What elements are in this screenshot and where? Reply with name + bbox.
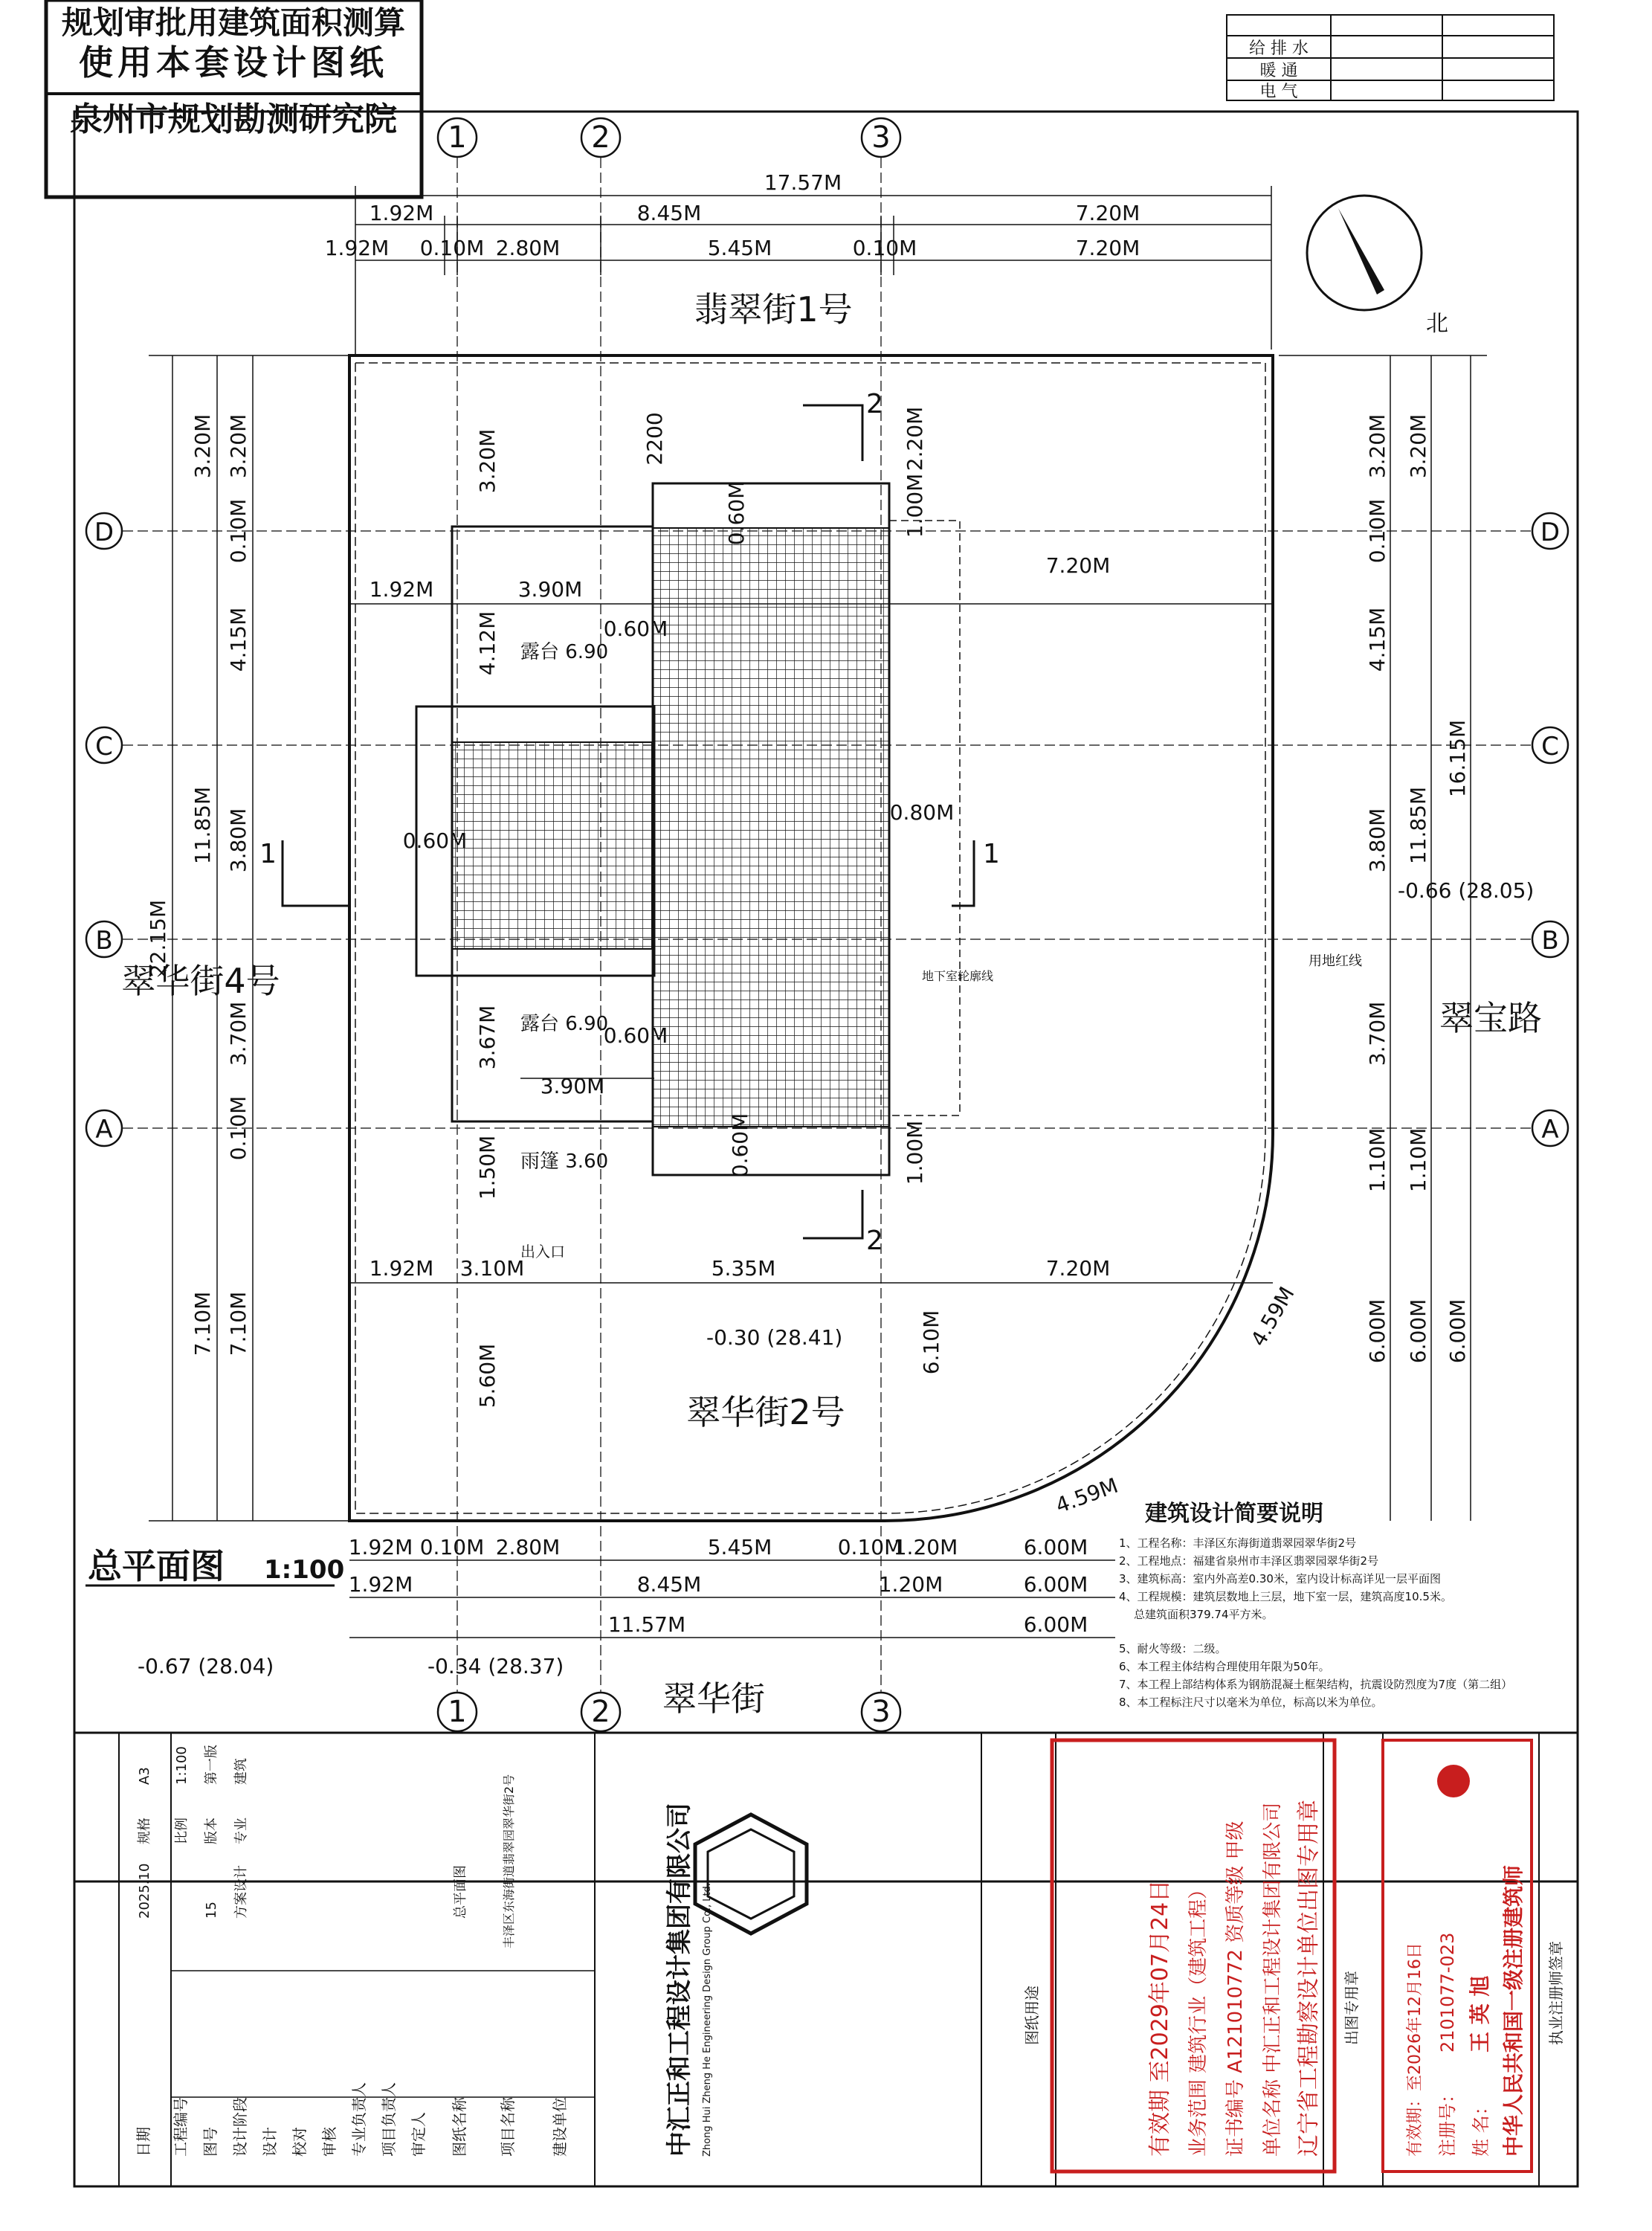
dim-left-outer: 22.15M (146, 899, 170, 978)
dim-int-d: 4.12M (475, 611, 500, 676)
dim-left-s1b: 3.20M (226, 413, 251, 479)
dim-bot-j: 1.20M (878, 1572, 943, 1597)
dim-int-f: 3.20M (475, 428, 500, 494)
dim-int-k: 3.90M (540, 1074, 605, 1098)
dim-bot-f: 1.20M (893, 1535, 958, 1559)
company-name: 中汇正和工程设计集团有限公司 (665, 1803, 694, 2157)
dim-right-outer: 16.15M (1445, 719, 1470, 798)
dim-int-t: 4.59M (1052, 1472, 1122, 1519)
dim-int-s: 4.59M (1245, 1282, 1300, 1350)
dim-right-s7b: 6.00M (1406, 1298, 1430, 1364)
dim-int-u: 2200 (642, 412, 667, 466)
section-2-top: 2 (866, 389, 883, 419)
tb-val-specialty: 建筑 (233, 1758, 249, 1785)
street-east: 翠宝路 (1439, 998, 1542, 1038)
wing-roof-hatch (452, 742, 653, 949)
dim-top-h: 0.10M (852, 236, 917, 260)
tb-meta-specialty: 专业 (233, 1818, 249, 1844)
tb-label-date: 日期 (135, 2127, 152, 2157)
elev-canopy: 雨篷 3.60 (520, 1150, 609, 1173)
dim-top-f: 2.80M (495, 236, 561, 260)
dim-int-n: 3.10M (459, 1256, 525, 1281)
axis-3-bottom: 3 (871, 1695, 891, 1729)
seal-line-3: 证书编号 A121010772 资质等级 甲级 (1225, 1820, 1247, 2157)
dim-bot-k: 6.00M (1023, 1572, 1088, 1597)
architect-name: 王 英 旭 (1468, 1975, 1492, 2053)
tb-val-drawing: 总平面图 (453, 1865, 468, 1919)
elev-terrace-lower: 露台 6.90 (520, 1013, 609, 1035)
elev-south-inner: -0.30 (28.41) (706, 1325, 843, 1350)
dim-left-s1: 3.20M (190, 413, 215, 479)
dim-int-r: 6.10M (919, 1310, 943, 1375)
side-label-usage: 图纸用途 (1023, 1986, 1041, 2045)
label-redline: 用地红线 (1309, 953, 1362, 969)
company-name-en: Zhong Hui Zheng He Engineering Design Group Co., Ltd. (702, 1883, 713, 2157)
dim-top-d: 1.92M (324, 236, 390, 260)
note-7: 6、本工程主体结构合理使用年限为50年。 (1119, 1660, 1330, 1673)
tb-label-design: 设计 (261, 2127, 279, 2157)
dim-right-s3: 4.15M (1365, 607, 1390, 672)
dim-right-s1: 3.20M (1365, 413, 1390, 479)
dim-int-v: 2.20M (903, 406, 927, 471)
axis-C-left: C (95, 732, 113, 762)
architect-reg-label: 注册号： (1437, 2085, 1458, 2157)
stamp-line-1: 规划审批用建筑面积测算 (61, 4, 406, 41)
note-2: 2、工程地点：福建省泉州市丰泽区翡翠园翠华街2号 (1119, 1554, 1379, 1568)
dim-left-s7: 7.10M (190, 1291, 215, 1356)
dim-left-s5: 3.70M (226, 1001, 251, 1066)
axis-1-top: 1 (448, 120, 467, 155)
note-5: 总建筑面积379.74平方米。 (1134, 1608, 1274, 1621)
stamp-line-2: 使用本套设计图纸 (79, 42, 388, 83)
discipline-table (1227, 15, 1554, 101)
dim-top-i: 7.20M (1075, 236, 1140, 260)
dim-bot-d: 5.45M (707, 1535, 772, 1559)
street-south: 翠华街 (662, 1678, 765, 1719)
side-label-exec: 执业注册师签章 (1547, 1941, 1565, 2045)
axis-2-top: 2 (591, 120, 610, 155)
dim-top-a: 1.92M (369, 201, 434, 225)
tb-val-scale: 1:100 (174, 1746, 190, 1785)
axis-B-left: B (95, 926, 113, 956)
architect-valid: 有效期：至2026年12月16日 (1406, 1942, 1424, 2157)
dim-right-s1b: 3.20M (1406, 413, 1430, 479)
axis-B-right: B (1541, 926, 1559, 956)
dim-top-g: 5.45M (707, 236, 772, 260)
dim-top-b: 8.45M (636, 201, 702, 225)
notes-title: 建筑设计简要说明 (1145, 1501, 1323, 1527)
dim-int-o: 5.35M (711, 1256, 776, 1281)
dim-int-p: 7.20M (1045, 1256, 1111, 1281)
north-label: 北 (1426, 311, 1448, 337)
plan-scale: 1:100 (264, 1555, 345, 1585)
dim-bot-c: 2.80M (495, 1535, 561, 1559)
axis-A-left: A (95, 1115, 113, 1145)
dim-int-g: 0.60M (402, 828, 468, 853)
stamp-line-3: 泉州市规划勘测研究院 (70, 100, 397, 138)
tb-label-client: 建设单位 (551, 2097, 569, 2157)
street-inner-south: 翠华街2号 (686, 1392, 845, 1432)
architect-title: 中华人民共和国一级注册建筑师 (1501, 1864, 1526, 2157)
side-label-out: 出图专用章 (1343, 1971, 1361, 2045)
tb-label-approver: 审定人 (410, 2112, 427, 2157)
note-1: 1、工程名称：丰泽区东海街道翡翠园翠华街2号 (1119, 1536, 1357, 1550)
architect-reg: 2101077-023 (1437, 1932, 1458, 2053)
tb-val-date: 2025.10 (137, 1863, 152, 1919)
dim-top-total: 17.57M (764, 170, 842, 195)
dim-right-s4: 3.80M (1365, 808, 1390, 873)
axis-D-left: D (94, 518, 114, 547)
tb-label-stage: 设计阶段 (231, 2097, 249, 2157)
dim-bot-g: 6.00M (1023, 1535, 1088, 1559)
dim-right-mid: 11.85M (1406, 786, 1430, 865)
dim-right-s7: 6.00M (1365, 1298, 1390, 1364)
dim-left-s6: 0.10M (226, 1095, 251, 1161)
label-basement: 地下室轮廓线 (922, 969, 994, 983)
dim-int-x: 1.00M (903, 1120, 927, 1185)
dim-left-s3: 4.15M (226, 607, 251, 672)
dim-bot-e: 0.10M (837, 1535, 903, 1559)
section-1-right: 1 (983, 839, 1000, 869)
discipline-hvac: 暖 通 (1259, 62, 1298, 80)
dim-bot-b: 0.10M (419, 1535, 485, 1559)
dims-bottom (349, 1560, 1115, 1638)
note-4: 4、工程规模：建筑层数地上三层，地下室一层，建筑高度10.5米。 (1119, 1590, 1452, 1603)
tb-label-review: 审核 (320, 2127, 338, 2157)
dim-right-s5: 3.70M (1365, 1001, 1390, 1066)
dim-int-z: 0.60M (728, 1113, 752, 1178)
dim-right-s6: 1.10M (1365, 1127, 1390, 1193)
dim-int-c: 7.20M (1045, 553, 1111, 578)
dim-bot-l: 11.57M (607, 1612, 686, 1637)
title-block-values (137, 1745, 516, 1948)
tb-meta-version: 版本 (204, 1818, 219, 1844)
dim-right-s7c: 6.00M (1445, 1298, 1470, 1364)
seal-line-4: 业务范围 建筑行业（建筑工程） (1187, 1879, 1210, 2157)
tb-val-stage: 方案设计 (233, 1865, 249, 1919)
dim-left-s7b: 7.10M (226, 1291, 251, 1356)
elev-east: -0.66 (28.05) (1398, 878, 1535, 903)
discipline-electrical: 电 气 (1259, 83, 1298, 101)
axis-A-right: A (1541, 1115, 1559, 1145)
axis-C-right: C (1541, 732, 1559, 762)
discipline-plumbing: 给 排 水 (1249, 39, 1309, 58)
note-8: 7、本工程上部结构体系为钢筋混凝土框架结构，抗震设防烈度为7度（第二组） (1119, 1678, 1513, 1691)
label-entrance: 出入口 (520, 1243, 565, 1261)
dim-bot-m: 6.00M (1023, 1612, 1088, 1637)
section-1-left: 1 (259, 839, 277, 869)
dim-right-s2: 0.10M (1365, 498, 1390, 564)
tb-label-dwg-no: 图号 (201, 2127, 219, 2157)
tb-val-size: A3 (137, 1767, 152, 1785)
tb-label-project: 项目名称 (499, 2097, 517, 2157)
tb-val-project: 丰泽区东海街道翡翠园翠华街2号 (502, 1774, 516, 1948)
note-3: 3、建筑标高：室内外高差0.30米，室内设计标高详见一层平面图 (1119, 1572, 1441, 1585)
dim-int-q: 5.60M (475, 1343, 500, 1409)
dim-top-e: 0.10M (419, 236, 485, 260)
dim-int-y: 0.60M (724, 480, 749, 546)
axis-1-bottom: 1 (448, 1695, 467, 1729)
dim-int-j: 0.60M (603, 1023, 668, 1048)
dim-int-a: 1.92M (369, 577, 434, 602)
north-arrow (1307, 196, 1448, 337)
approval-stamp (46, 0, 422, 197)
tb-label-check: 校对 (291, 2127, 309, 2157)
tb-label-drawing: 图纸名称 (451, 2097, 468, 2157)
title-block-labels (135, 2082, 569, 2157)
note-6: 5、耐火等级：二级。 (1119, 1642, 1227, 1655)
seal-line-2: 单位名称 中汇正和工程设计集团有限公司 (1262, 1802, 1284, 2157)
street-west: 翠华街4号 (121, 961, 280, 1001)
dim-bot-h: 1.92M (348, 1572, 413, 1597)
axis-2-bottom: 2 (591, 1695, 610, 1729)
tb-meta-scale: 比例 (174, 1818, 190, 1844)
dim-int-h: 0.80M (889, 800, 955, 825)
tb-meta-size: 规格 (137, 1818, 152, 1844)
section-2-bottom: 2 (866, 1226, 883, 1256)
dim-bot-a: 1.92M (348, 1535, 413, 1559)
architect-name-label: 姓 名： (1471, 2097, 1491, 2157)
title-block (74, 1733, 1578, 2186)
seal-line-1: 辽宁省工程勘察设计单位出图专用章 (1296, 1800, 1322, 2157)
dim-int-m: 1.92M (369, 1256, 434, 1281)
tb-label-spec-lead: 专业负责人 (350, 2082, 368, 2157)
dim-int-e: 0.60M (603, 616, 668, 641)
note-9: 8、本工程标注尺寸以毫米为单位，标高以米为单位。 (1119, 1696, 1383, 1709)
dim-int-l: 1.50M (475, 1135, 500, 1200)
elev-terrace-upper: 露台 6.90 (520, 641, 609, 663)
seal-line-5: 有效期 至2029年07月24日 (1147, 1879, 1173, 2157)
dim-bot-i: 8.45M (636, 1572, 702, 1597)
design-notes (1119, 1501, 1512, 1709)
dim-top-c: 7.20M (1075, 201, 1140, 225)
architect-emblem-icon (1437, 1765, 1470, 1797)
dim-int-i: 3.67M (475, 1005, 500, 1070)
tb-label-proj-lead: 项目负责人 (380, 2082, 398, 2157)
tb-val-version: 第一版 (204, 1745, 219, 1785)
dim-int-b: 3.90M (517, 577, 583, 602)
plan-title: 总平面图 (88, 1546, 225, 1586)
red-seal (1052, 1740, 1335, 2172)
elev-southwest: -0.67 (28.04) (138, 1654, 274, 1678)
street-north: 翡翠街1号 (694, 289, 853, 329)
dim-left-s2: 0.10M (226, 498, 251, 564)
dim-left-s4: 3.80M (226, 808, 251, 873)
dim-left-mid: 11.85M (190, 786, 215, 865)
architect-seal (1383, 1740, 1532, 2172)
axis-D-right: D (1540, 518, 1561, 547)
tb-val-number: 15 (204, 1902, 219, 1919)
axis-3-top: 3 (871, 120, 891, 155)
dim-int-w: 1.00M (903, 473, 927, 538)
elev-south: -0.34 (28.37) (427, 1654, 564, 1678)
main-roof-hatch (653, 528, 889, 1127)
dim-right-s6b: 1.10M (1406, 1127, 1430, 1193)
tb-label-job: 工程编号 (172, 2097, 190, 2157)
